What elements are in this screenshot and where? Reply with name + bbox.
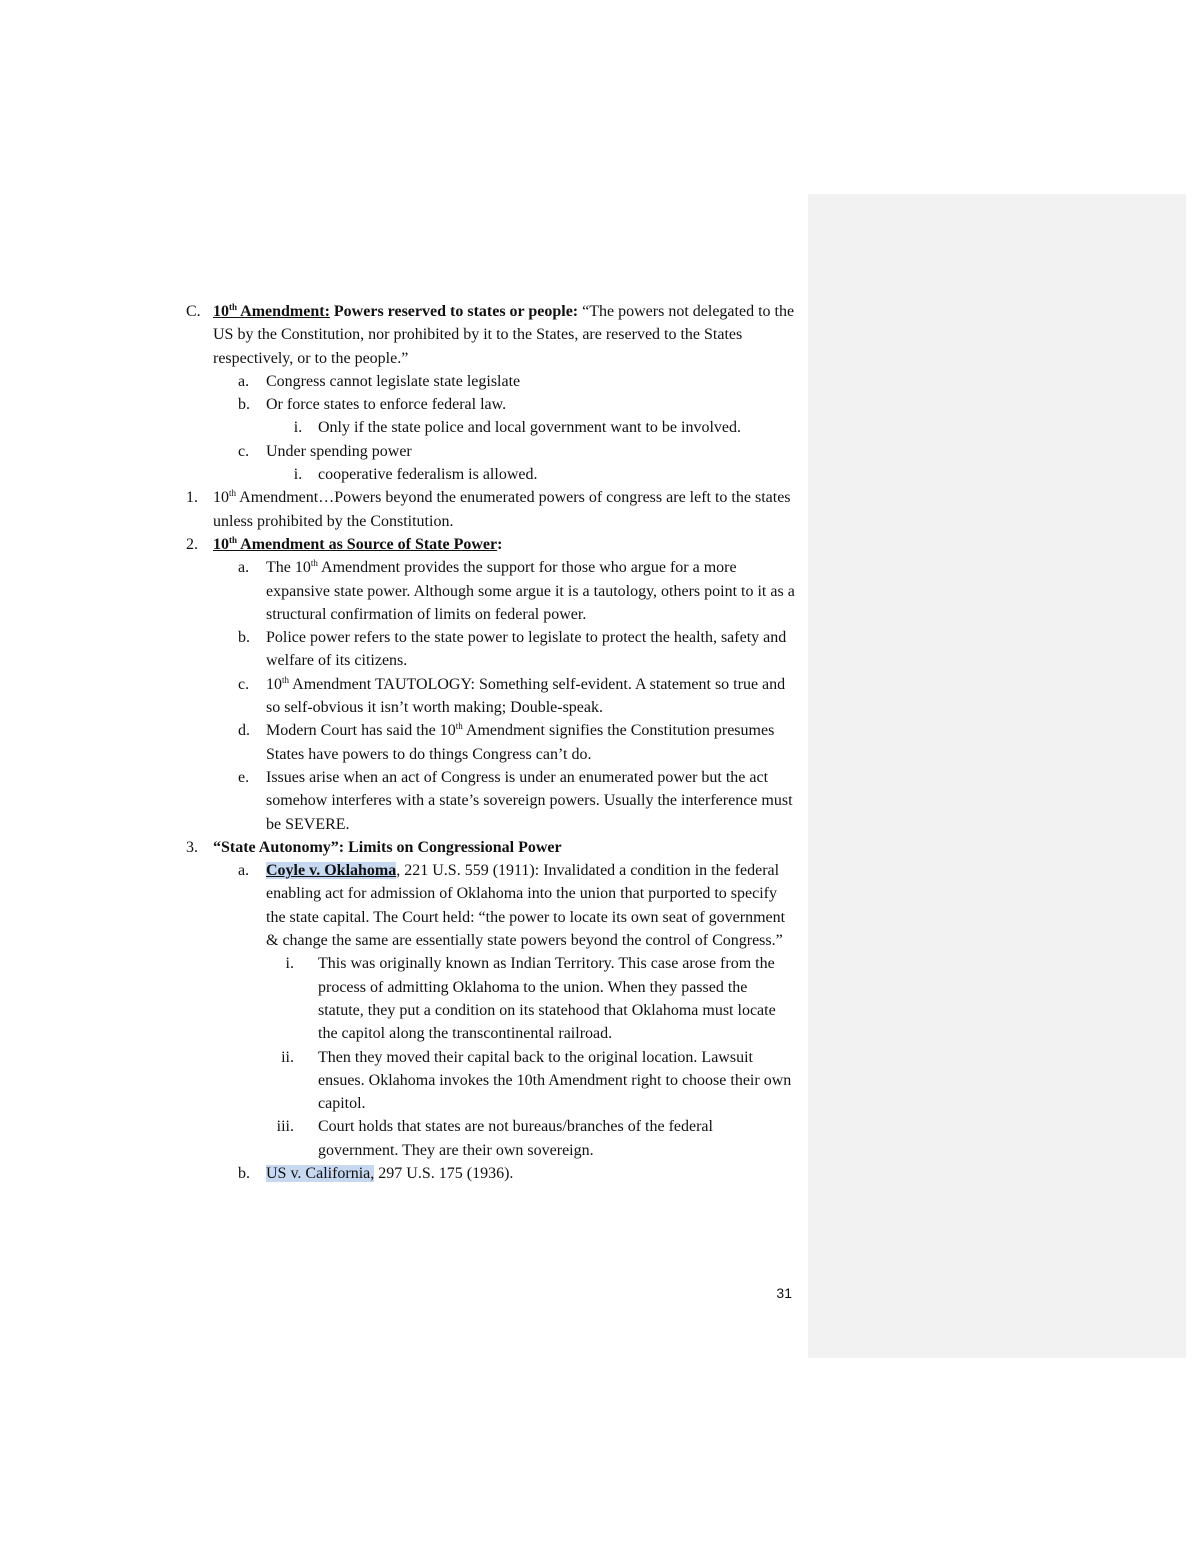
page-number: 31: [776, 1285, 792, 1301]
superscript: th: [310, 558, 318, 569]
item-2-a: [186, 556, 796, 626]
list-label: i.: [285, 955, 294, 973]
item-3-heading: “State Autonomy”: Limits on Congressional Power: [213, 838, 562, 856]
section-c-item-b-i: [186, 416, 796, 439]
section-c-item-c: [186, 440, 796, 463]
section-c-num: 10: [213, 303, 229, 320]
section-c-item-c-i: [186, 463, 796, 486]
item-1: [186, 486, 796, 533]
list-text: The 10: [266, 559, 311, 577]
list-text: 297 U.S. 175 (1936).: [374, 1164, 514, 1182]
section-c-item-a: [186, 370, 796, 393]
list-label: d.: [238, 722, 250, 740]
item-2-colon: :: [497, 535, 503, 553]
item-3-a-ii: [186, 1046, 796, 1116]
list-text: Only if the state police and local government want to be involved.: [318, 419, 741, 437]
list-label: iii.: [276, 1118, 294, 1136]
list-text: Amendment signifies the Constitution presumes States have powers to do things Congress can’t do.: [266, 722, 775, 763]
list-text: Then they moved their capital back to the original location. Lawsuit ensues. Oklahoma invokes the 10th Amendment right to choose their own capitol.: [318, 1048, 792, 1113]
section-c-heading-bold: Powers reserved to states or people:: [329, 303, 579, 320]
list-label: i.: [293, 419, 303, 437]
list-label: b.: [238, 396, 250, 414]
list-text: cooperative federalism is allowed.: [318, 466, 538, 484]
item-2-d: [186, 719, 796, 766]
item-3-a-iii: [186, 1115, 796, 1162]
list-label: c.: [238, 442, 250, 460]
list-label: 3.: [186, 838, 198, 856]
item-1-sup: th: [229, 488, 237, 499]
list-text: Modern Court has said the 10: [266, 722, 456, 740]
list-text: Issues arise when an act of Congress is under an enumerated power but the act somehow interferes with a state’s sovereign powers. Usually the interference must be SEVERE.: [266, 768, 793, 833]
list-text: Amendment TAUTOLOGY: Something self-evident. A statement so true and so self-obvious it isn’t worth making; Double-speak.: [266, 675, 786, 717]
list-label: ii.: [281, 1048, 294, 1066]
section-c-label: C.: [186, 303, 201, 320]
superscript: th: [282, 674, 290, 685]
comment-pane: [808, 194, 1186, 1358]
item-2-sup: th: [229, 534, 238, 545]
item-2-b: [186, 626, 796, 673]
item-1-text: Amendment…Powers beyond the enumerated powers of congress are left to the states unless prohibited by the Constitution.: [213, 489, 791, 530]
list-text: , 221 U.S. 559 (1911): Invalidated a condition in the federal enabling act for admission of Oklahoma into the union that purported to specify the state capital. The Court held: “the power to locate its own seat of government & change the same are essentially state powers beyond the control of Congress.”: [266, 862, 786, 950]
list-text: Congress cannot legislate state legislate: [266, 372, 521, 390]
list-text: Amendment provides the support for those who argue for a more expansive state power. Although some argue it is a tautology, others point to it as a structural confirmation of limits on federal power.: [266, 559, 795, 623]
section-c-heading-underlined: Amendment:: [237, 303, 330, 320]
item-2-e: [186, 766, 796, 836]
item-3-a: [186, 859, 796, 952]
superscript: th: [455, 721, 463, 732]
section-c-item-b: [186, 393, 796, 416]
case-name-us-v-california: US v. California,: [266, 1164, 375, 1182]
list-text: 10: [266, 675, 282, 693]
list-text: Under spending power: [266, 442, 412, 460]
list-label: a.: [238, 559, 250, 577]
case-name-coyle: Coyle v. Oklahoma: [266, 862, 397, 880]
list-label: i.: [293, 466, 303, 484]
list-text: Police power refers to the state power to legislate to protect the health, safety and welfare of its citizens.: [266, 629, 787, 670]
list-label: a.: [238, 372, 250, 390]
section-c: [186, 300, 796, 370]
item-3: [186, 836, 796, 859]
item-3-b: [186, 1162, 796, 1185]
section-c-text: “The powers not delegated to the US by the Constitution, nor prohibited by it to the States, are reserved to the States respectively, or to the people.”: [213, 303, 795, 367]
item-2: [186, 533, 796, 556]
list-label: c.: [238, 675, 250, 693]
list-text: Or force states to enforce federal law.: [266, 396, 507, 414]
list-label: e.: [238, 768, 250, 786]
item-2-num: 10: [213, 535, 229, 553]
list-label: b.: [238, 1164, 250, 1182]
list-text: This was originally known as Indian Territory. This case arose from the process of admitting Oklahoma to the union. When they passed the statute, they put a condition on its statehood that Oklahoma must locate the capitol along the transcontinental railroad.: [318, 955, 776, 1043]
list-label: a.: [238, 862, 250, 880]
list-label: 2.: [186, 535, 198, 553]
section-c-sup: th: [229, 302, 238, 312]
list-label: 1.: [186, 489, 198, 507]
item-2-c: [186, 673, 796, 720]
item-3-a-i: [186, 952, 796, 1045]
list-text: Court holds that states are not bureaus/branches of the federal government. They are their own sovereign.: [318, 1118, 713, 1159]
item-2-heading: Amendment as Source of State Power: [237, 535, 498, 553]
list-label: b.: [238, 629, 250, 647]
item-1-num: 10: [213, 489, 229, 507]
document-body: [186, 300, 796, 1185]
